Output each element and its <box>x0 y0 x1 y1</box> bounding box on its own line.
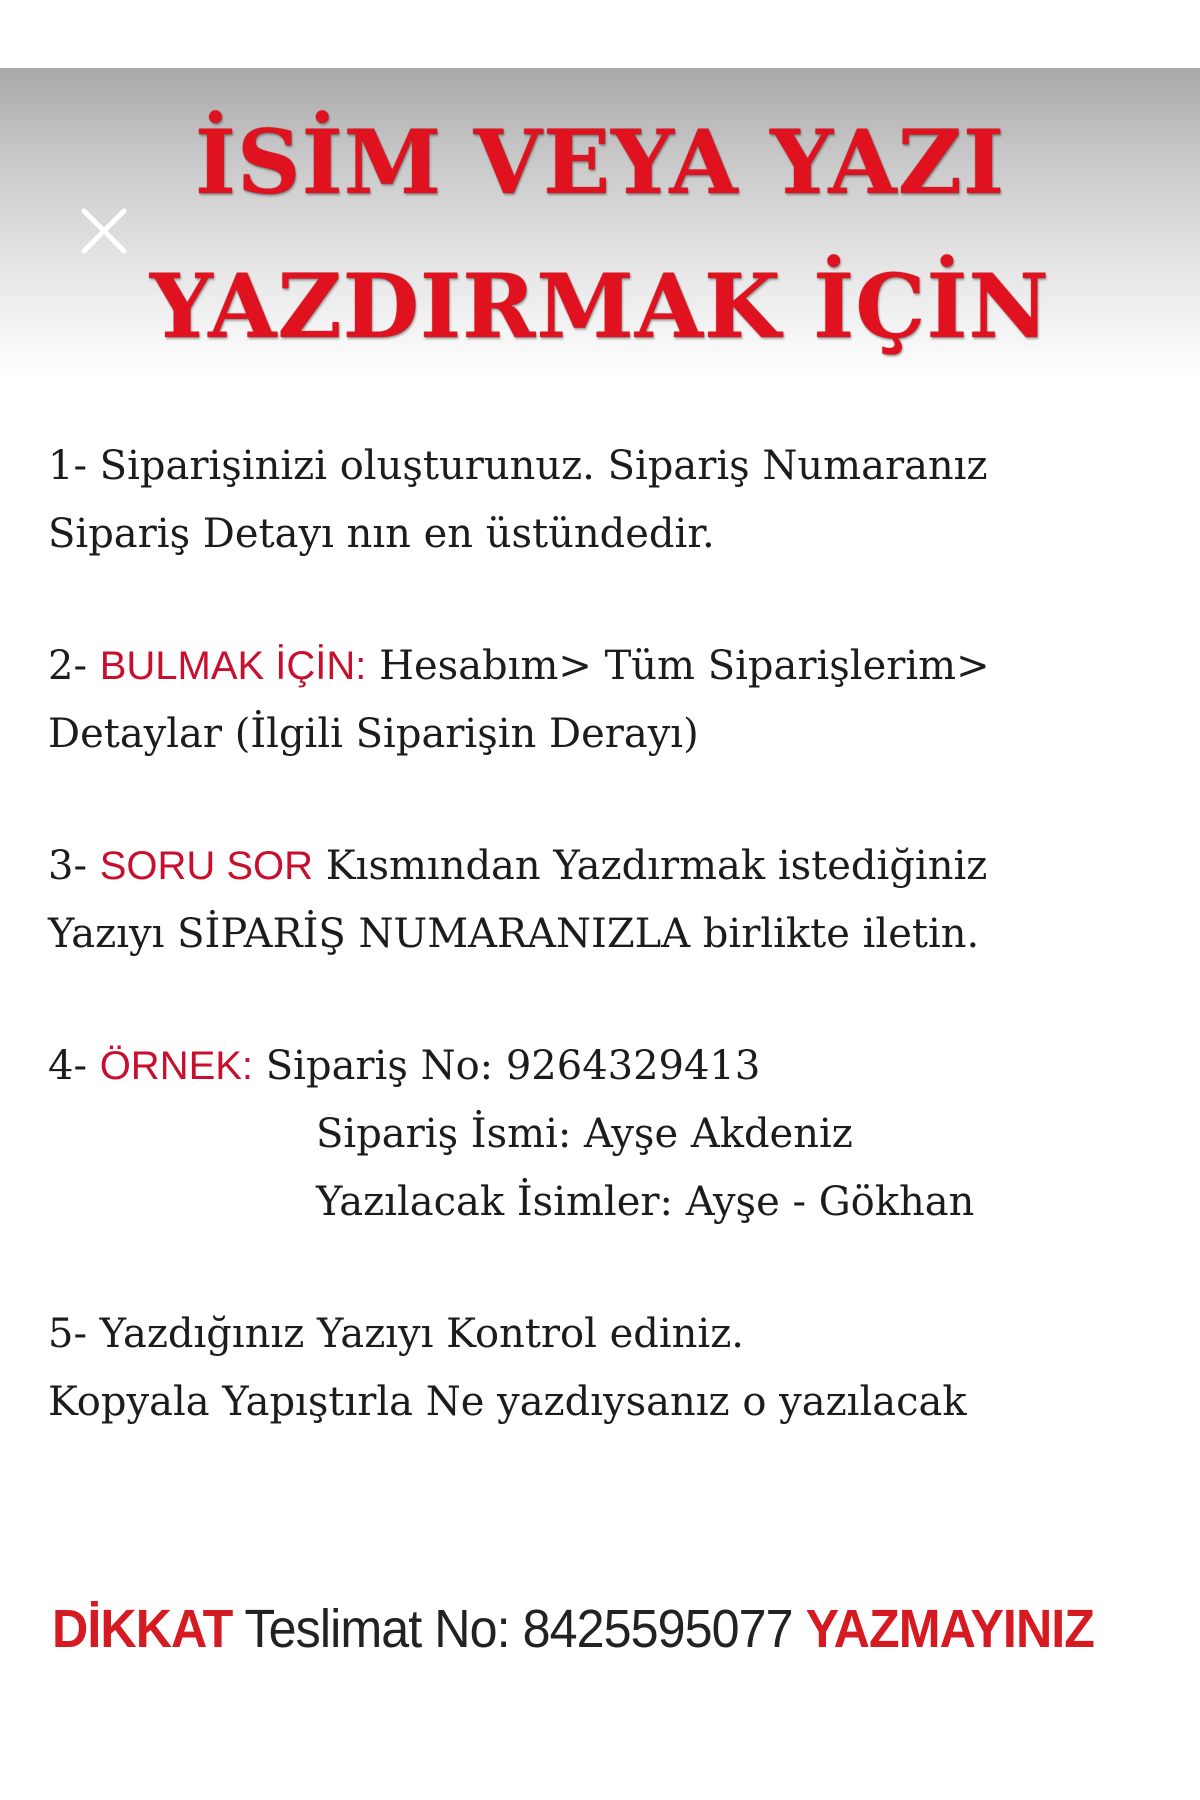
step-2-highlight: BULMAK İÇİN: <box>99 644 367 688</box>
page-title-line2: YAZDIRMAK İÇİN <box>150 254 1050 358</box>
step-5-line1: 5- Yazdığınız Yazıyı Kontrol ediniz. <box>48 1311 745 1357</box>
step-3-highlight: SORU SOR <box>99 844 314 888</box>
step-1-line2: Sipariş Detayı nın en üstündedir. <box>48 511 715 557</box>
step-3 <box>48 832 987 968</box>
step-3-rest: Kısmından Yazdırmak istediğiniz <box>313 843 988 889</box>
warning-label: DİKKAT <box>52 1599 233 1659</box>
step-4-prefix: 4- <box>48 1043 100 1089</box>
warning-text: Teslimat No: 8425595077 <box>232 1599 806 1659</box>
step-2-line2: Detaylar (İlgili Siparişin Derayı) <box>48 711 699 757</box>
close-button[interactable] <box>78 205 130 257</box>
step-4-rest: Sipariş No: 9264329413 <box>253 1043 761 1089</box>
step-1-line1: 1- Siparişinizi oluşturunuz. Sipariş Numaranız <box>48 443 988 489</box>
step-4-highlight: ÖRNEK: <box>99 1044 254 1088</box>
page-title-line1: İSİM VEYA YAZI <box>194 110 1006 214</box>
step-4-line1 <box>48 1032 974 1100</box>
step-4 <box>48 1032 974 1236</box>
step-2-prefix: 2- <box>48 643 100 689</box>
step-3-line2: Yazıyı SİPARİŞ NUMARANIZLA birlikte iletin. <box>48 911 980 957</box>
step-4-line2: Sipariş İsmi: Ayşe Akdeniz <box>316 1111 853 1157</box>
warning-note <box>52 1594 1094 1664</box>
step-2-rest: Hesabım> Tüm Siparişlerim> <box>366 643 990 689</box>
warning-emphasis: YAZMAYINIZ <box>805 1599 1095 1659</box>
step-2-line1 <box>48 632 990 700</box>
step-5-line2: Kopyala Yapıştırla Ne yazdıysanız o yazılacak <box>48 1379 967 1425</box>
step-1 <box>48 432 988 568</box>
close-icon[interactable] <box>78 205 130 257</box>
step-5 <box>48 1300 967 1436</box>
step-4-line3: Yazılacak İsimler: Ayşe - Gökhan <box>316 1179 975 1225</box>
step-2 <box>48 632 990 768</box>
step-3-prefix: 3- <box>48 843 100 889</box>
step-3-line1 <box>48 832 987 900</box>
